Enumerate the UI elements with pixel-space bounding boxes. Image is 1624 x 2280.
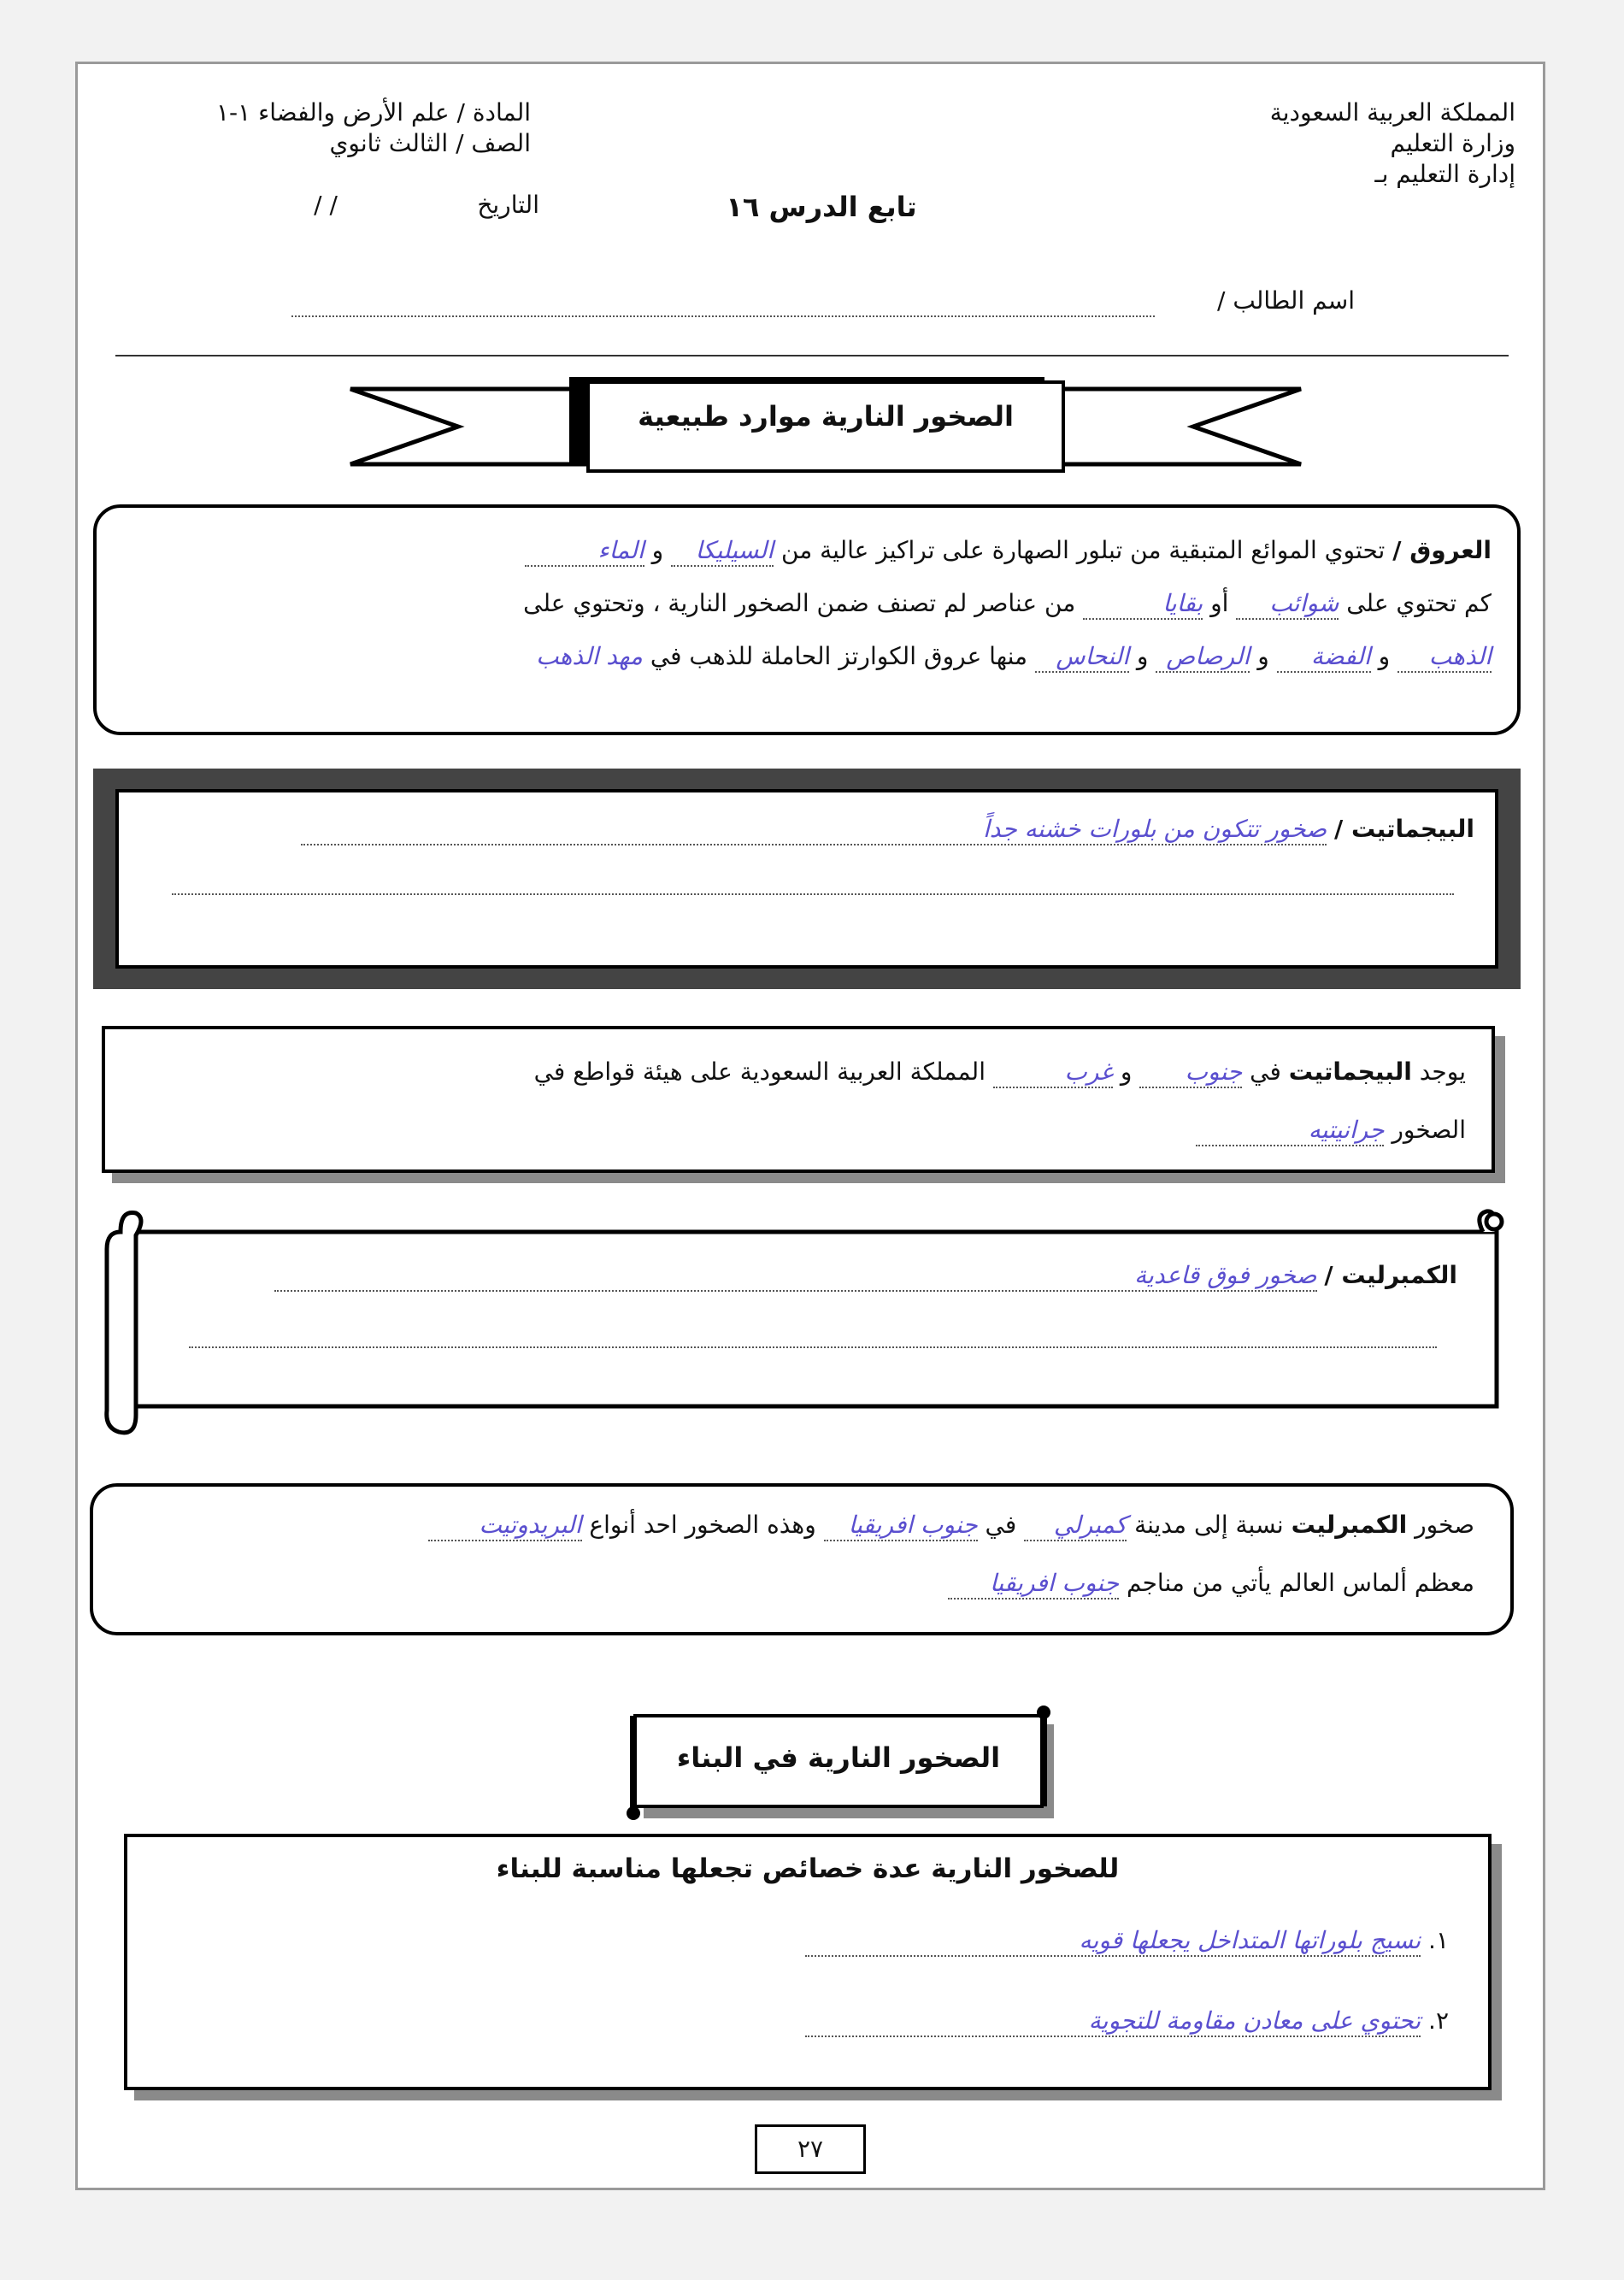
answer-granitic: جرانيتيه: [1196, 1116, 1384, 1146]
kimberlite-definition: [175, 1261, 1457, 1292]
scroll-frame-icon: [86, 1201, 1522, 1440]
answer-lead: الرصاص: [1156, 642, 1250, 673]
answer-gold: الذهب: [1397, 642, 1492, 673]
kimberlite-extra-line: [189, 1346, 1437, 1348]
section-title-natural-resources: الصخور النارية موارد طبيعية: [638, 400, 1014, 433]
answer-copper: النحاس: [1035, 642, 1129, 673]
ministry-label: وزارة التعليم: [1390, 129, 1515, 157]
pegmatite-saudi-line-2: الصخور جرانيتيه: [167, 1116, 1466, 1146]
answer-south-africa: جنوب افريقيا: [824, 1511, 978, 1541]
student-name-field[interactable]: [291, 315, 1155, 317]
answer-water: الماء: [525, 536, 644, 567]
veins-line-3: الذهب و الفضة و الرصاص و النحاس منها عروق الكوارتز الحاملة للذهب في مهد الذهب: [158, 642, 1492, 673]
kimberlite-rocks-line-2: معظم ألماس العالم يأتي من مناجم جنوب افريقيا: [124, 1569, 1474, 1600]
answer-silica: السيليكا: [671, 536, 774, 567]
date-slashes: / /: [314, 191, 338, 219]
answer-pegmatite: صخور تتكون من بلورات خشنه جداً: [301, 815, 1327, 845]
pegmatite-box: [93, 769, 1521, 989]
pegmatite-saudi-line-1: يوجد البيجماتيت في جنوب و غرب المملكة العربية السعودية على هيئة قواطع في: [167, 1058, 1466, 1088]
pegmatite-extra-line: [172, 893, 1454, 895]
answer-silver: الفضة: [1277, 642, 1371, 673]
answer-west: غرب: [993, 1058, 1113, 1088]
kingdom-label: المملكة العربية السعودية: [1269, 98, 1515, 127]
grade-label: الصف / الثالث ثانوي: [329, 129, 531, 157]
veins-line-2: كم تحتوي على شوائب أو بقايا من عناصر لم تصنف ضمن الصخور النارية ، وتحتوي على: [158, 589, 1492, 620]
pegmatite-term: البيجماتيت /: [1334, 815, 1474, 843]
subject-label: المادة / علم الأرض والفضاء ١-١: [215, 98, 531, 127]
kimberlite-term: الكمبرليت /: [1324, 1261, 1457, 1289]
directorate-label: إدارة التعليم بـ: [1374, 160, 1515, 188]
answer-impurities: شوائب: [1236, 589, 1339, 620]
lesson-title: تابع الدرس ١٦: [726, 191, 917, 223]
page-number: ٢٧: [755, 2124, 866, 2174]
veins-line-1: العروق / تحتوي الموائع المتبقية من تبلور الصهارة على تراكيز عالية من السيليكا و الماء: [158, 536, 1492, 567]
pegmatite-saudi-box: [102, 1026, 1495, 1173]
building-item-1: ١. نسيج بلوراتها المتداخل يجعلها قويه: [252, 1926, 1449, 1957]
answer-remains: بقايا: [1083, 589, 1203, 620]
date-label: التاريخ: [477, 191, 539, 219]
student-name-label: اسم الطالب /: [1217, 286, 1355, 315]
worksheet-page: [75, 62, 1545, 2190]
kimberlite-rocks-line-1: صخور الكمبرليت نسبة إلى مدينة كمبرلي في جنوب افريقيا وهذه الصخور احد أنواع البريدوتيت: [124, 1511, 1474, 1541]
veins-term: العروق /: [1392, 536, 1492, 564]
answer-kimberley: كمبرلي: [1024, 1511, 1127, 1541]
answer-property-1: نسيج بلوراتها المتداخل يجعلها قويه: [805, 1926, 1421, 1957]
building-heading: للصخور النارية عدة خصائص تجعلها مناسبة للبناء: [496, 1853, 1120, 1884]
pegmatite-definition: [175, 815, 1474, 845]
answer-property-2: تحتوي على معادن مقاومة للتجوية: [805, 2006, 1421, 2037]
header-divider: [115, 355, 1509, 356]
answer-kimberlite: صخور فوق قاعدية: [274, 1261, 1317, 1292]
answer-south-africa-mines: جنوب افريقيا: [948, 1569, 1119, 1600]
kimberlite-rocks-box: [90, 1483, 1514, 1635]
building-item-2: ٢. تحتوي على معادن مقاومة للتجوية: [252, 2006, 1449, 2037]
answer-peridotite: البريدوتيت: [428, 1511, 582, 1541]
answer-mahd-al-dhahab: مهد الذهب: [536, 642, 643, 670]
answer-south: جنوب: [1139, 1058, 1242, 1088]
section-title-building: الصخور النارية في البناء: [676, 1741, 1001, 1774]
